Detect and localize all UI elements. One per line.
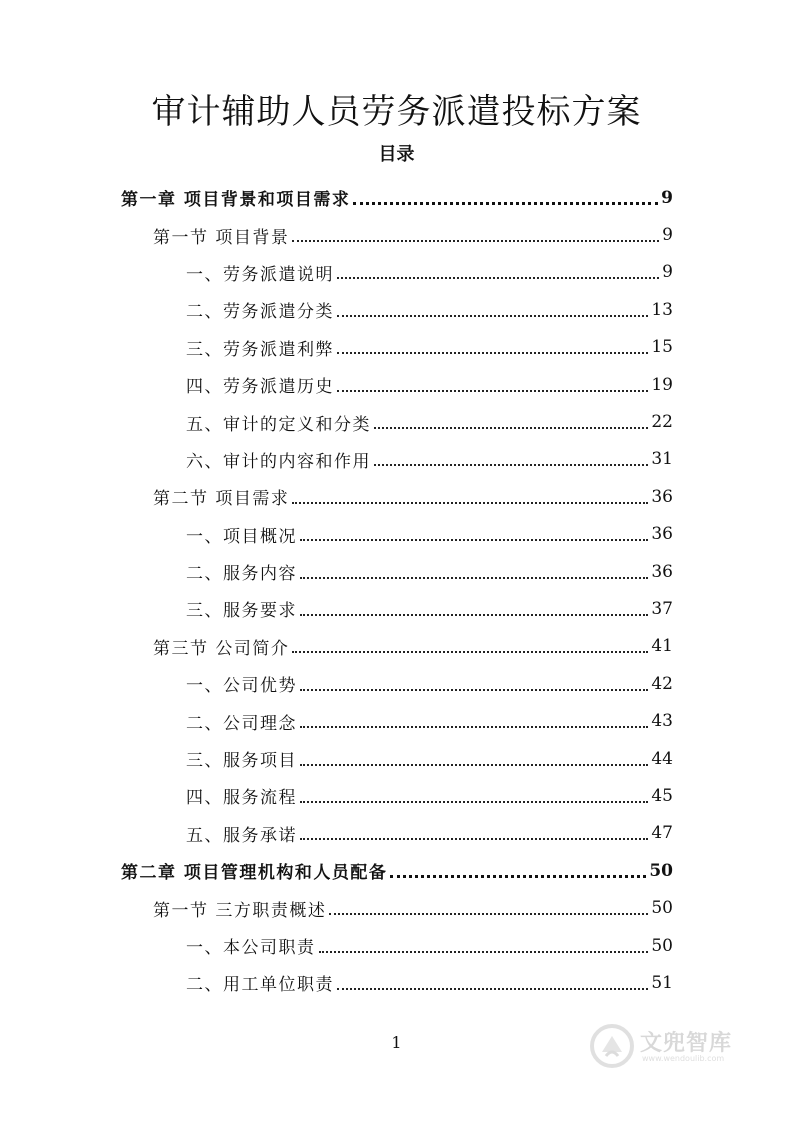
- toc-entry[interactable]: [0, 329, 793, 366]
- toc-entry-label: 二、用工单位职责: [186, 975, 334, 996]
- toc-dot-leader: [390, 875, 646, 878]
- toc-dot-leader: [337, 352, 648, 354]
- toc-entry[interactable]: [0, 702, 793, 739]
- toc-entry-label: 一、项目概况: [186, 526, 297, 547]
- toc-entry-page: 9: [662, 262, 673, 283]
- toc-entry-page: 37: [651, 598, 673, 619]
- document-title: 审计辅助人员劳务派遣投标方案: [151, 92, 642, 132]
- toc-entry-page: 36: [651, 486, 673, 507]
- toc-dot-leader: [292, 240, 659, 242]
- toc-entry-page: 50: [651, 898, 673, 919]
- toc-dot-leader: [300, 689, 648, 691]
- toc-entry[interactable]: [0, 927, 793, 964]
- toc-entry-label: 二、服务内容: [186, 564, 297, 585]
- toc-entry-label: 二、劳务派遣分类: [186, 302, 334, 323]
- toc-entry[interactable]: [0, 254, 793, 291]
- toc-entry[interactable]: [0, 179, 793, 216]
- toc-entry-page: 51: [651, 972, 673, 993]
- watermark: [588, 1018, 758, 1076]
- toc-entry-page: 50: [649, 860, 673, 881]
- toc-entry[interactable]: [0, 964, 793, 1001]
- toc-dot-leader: [300, 838, 648, 840]
- toc-entry-page: 9: [661, 187, 673, 208]
- toc-dot-leader: [337, 988, 648, 990]
- toc-entry[interactable]: [0, 403, 793, 440]
- toc-entry[interactable]: [0, 516, 793, 553]
- toc-entry-label: 三、劳务派遣利弊: [186, 339, 334, 360]
- watermark-name: 文兜智库: [640, 1031, 733, 1056]
- toc-entry[interactable]: [0, 628, 793, 665]
- page-number: 1: [391, 1033, 402, 1052]
- toc-dot-leader: [300, 764, 648, 766]
- toc-dot-leader: [300, 577, 648, 579]
- toc-entry[interactable]: [0, 553, 793, 590]
- toc-heading: 目录: [378, 144, 415, 165]
- toc-entry-label: 一、本公司职责: [186, 938, 316, 958]
- toc-dot-leader: [374, 427, 648, 429]
- toc-entry[interactable]: [0, 889, 793, 926]
- wendou-logo-icon: [588, 1022, 636, 1070]
- toc-entry-label: 第一节 三方职责概述: [153, 900, 327, 921]
- toc-entry-label: 五、服务承诺: [186, 825, 297, 846]
- toc-entry-page: 47: [651, 823, 673, 844]
- toc-dot-leader: [337, 390, 648, 392]
- toc-dot-leader: [337, 277, 659, 279]
- toc-entry-page: 42: [651, 673, 673, 694]
- table-of-contents: [0, 179, 793, 1002]
- toc-dot-leader: [319, 951, 649, 953]
- toc-dot-leader: [300, 539, 648, 541]
- toc-entry-page: 31: [651, 449, 673, 470]
- toc-entry-label: 第一章 项目背景和项目需求: [121, 190, 351, 211]
- toc-entry-label: 四、服务流程: [186, 788, 297, 809]
- toc-entry[interactable]: [0, 777, 793, 814]
- toc-entry-label: 五、审计的定义和分类: [186, 414, 371, 435]
- toc-entry[interactable]: [0, 590, 793, 627]
- toc-entry[interactable]: [0, 740, 793, 777]
- toc-entry-label: 六、审计的内容和作用: [186, 451, 371, 472]
- toc-dot-leader: [292, 502, 648, 504]
- toc-entry[interactable]: [0, 852, 793, 889]
- toc-entry-page: 22: [651, 412, 673, 433]
- toc-entry[interactable]: [0, 366, 793, 403]
- toc-entry-page: 45: [651, 785, 673, 806]
- toc-entry[interactable]: [0, 291, 793, 328]
- toc-entry-page: 41: [651, 636, 673, 657]
- toc-entry-page: 13: [651, 299, 673, 320]
- toc-entry-label: 四、劳务派遣历史: [186, 377, 334, 398]
- toc-entry[interactable]: [0, 665, 793, 702]
- toc-entry-label: 三、服务要求: [186, 601, 297, 622]
- toc-entry-label: 二、公司理念: [186, 713, 297, 734]
- toc-dot-leader: [300, 801, 648, 803]
- toc-dot-leader: [300, 726, 648, 728]
- toc-entry[interactable]: [0, 441, 793, 478]
- toc-entry-label: 一、劳务派遣说明: [186, 264, 334, 285]
- toc-entry-page: 50: [651, 935, 673, 956]
- toc-dot-leader: [292, 651, 648, 653]
- toc-entry-page: 36: [651, 561, 673, 582]
- toc-entry[interactable]: [0, 216, 793, 253]
- toc-entry-label: 第三节 公司简介: [153, 638, 290, 659]
- toc-dot-leader: [337, 315, 648, 317]
- toc-entry-label: 一、公司优势: [186, 676, 297, 697]
- toc-dot-leader: [329, 913, 648, 915]
- toc-entry-page: 44: [651, 748, 673, 769]
- toc-entry[interactable]: [0, 478, 793, 515]
- toc-dot-leader: [300, 614, 648, 616]
- toc-dot-leader: [353, 202, 658, 205]
- toc-entry-page: 36: [651, 524, 673, 545]
- toc-entry-label: 第二节 项目需求: [153, 489, 290, 510]
- watermark-url: www.wendoulib.com: [642, 1054, 725, 1063]
- toc-entry-page: 15: [651, 337, 673, 358]
- toc-entry-page: 43: [651, 711, 673, 732]
- toc-entry-label: 第二章 项目管理机构和人员配备: [121, 863, 388, 884]
- toc-entry[interactable]: [0, 815, 793, 852]
- toc-entry-page: 9: [662, 225, 673, 246]
- toc-entry-label: 三、服务项目: [186, 751, 297, 772]
- toc-entry-page: 19: [651, 374, 673, 395]
- toc-dot-leader: [374, 464, 648, 466]
- toc-entry-label: 第一节 项目背景: [153, 227, 290, 248]
